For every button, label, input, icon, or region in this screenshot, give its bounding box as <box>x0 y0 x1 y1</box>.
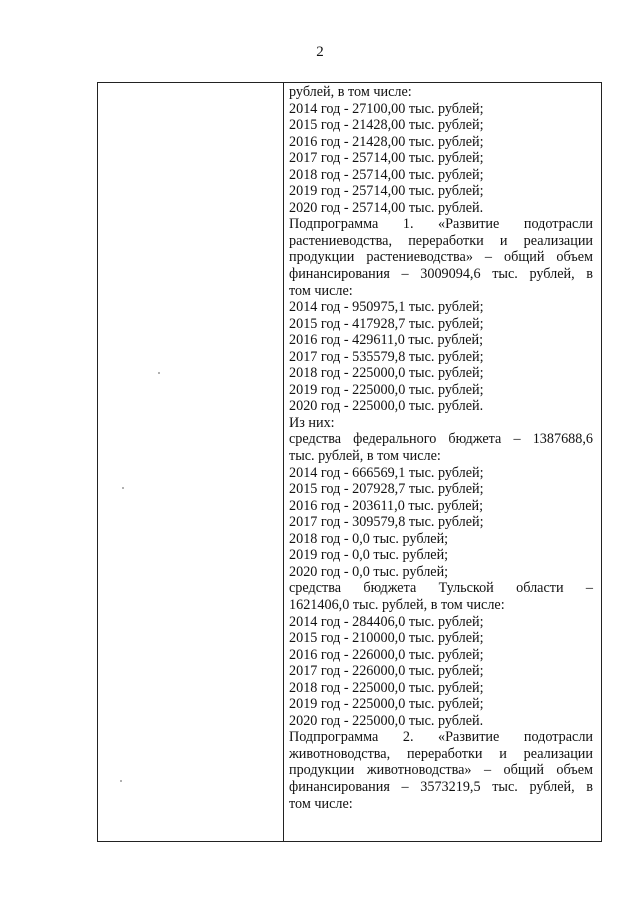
text-line: финансирования – 3573219,5 тыс. рублей, в <box>289 778 593 795</box>
table-left-column <box>98 83 284 842</box>
text-line: 2020 год - 225000,0 тыс. рублей. <box>289 398 484 415</box>
text-line: 2019 год - 225000,0 тыс. рублей; <box>289 696 484 713</box>
scan-speck <box>120 780 122 782</box>
text-line: 2019 год - 0,0 тыс. рублей; <box>289 547 449 564</box>
text-line: средства федерального бюджета – 1387688,6 <box>289 431 593 448</box>
text-line: 2020 год - 225000,0 тыс. рублей. <box>289 712 484 729</box>
table-bottom-border <box>97 841 602 842</box>
text-line: 2015 год - 207928,7 тыс. рублей; <box>289 481 484 498</box>
text-line: 2016 год - 226000,0 тыс. рублей; <box>289 646 484 663</box>
text-line: Подпрограмма 1. «Развитие подотрасли <box>289 216 593 233</box>
text-line: финансирования – 3009094,6 тыс. рублей, в <box>289 266 593 283</box>
text-line: растениеводства, переработки и реализации <box>289 232 593 249</box>
text-line: 2020 год - 0,0 тыс. рублей; <box>289 563 449 580</box>
text-line: 2019 год - 25714,00 тыс. рублей; <box>289 183 484 200</box>
text-line: том числе: <box>289 282 353 299</box>
text-line: Из них: <box>289 414 335 431</box>
program-table <box>97 82 602 842</box>
text-line: Подпрограмма 2. «Развитие подотрасли <box>289 729 593 746</box>
text-line: 1621406,0 тыс. рублей, в том числе: <box>289 596 505 613</box>
text-line: 2018 год - 0,0 тыс. рублей; <box>289 530 449 547</box>
text-line: 2014 год - 27100,00 тыс. рублей; <box>289 100 484 117</box>
page-number: 2 <box>316 44 324 60</box>
text-line: животноводства, переработки и реализации <box>289 745 593 762</box>
text-line: 2018 год - 225000,0 тыс. рублей; <box>289 679 484 696</box>
scan-speck <box>122 487 124 489</box>
text-line: 2018 год - 25714,00 тыс. рублей; <box>289 166 484 183</box>
scan-speck <box>158 372 160 374</box>
text-line: 2020 год - 25714,00 тыс. рублей. <box>289 199 484 216</box>
table-right-column <box>289 84 593 812</box>
text-line: 2015 год - 21428,00 тыс. рублей; <box>289 117 484 134</box>
text-line: 2016 год - 21428,00 тыс. рублей; <box>289 133 484 150</box>
text-line: 2017 год - 535579,8 тыс. рублей; <box>289 348 484 365</box>
text-line: средства бюджета Тульской области – <box>289 580 593 597</box>
text-line: 2019 год - 225000,0 тыс. рублей; <box>289 381 484 398</box>
text-line: 2014 год - 284406,0 тыс. рублей; <box>289 613 484 630</box>
text-line: продукции растениеводства» – общий объем <box>289 249 593 266</box>
text-line: 2015 год - 417928,7 тыс. рублей; <box>289 315 484 332</box>
text-line: 2018 год - 225000,0 тыс. рублей; <box>289 365 484 382</box>
text-line: 2014 год - 666569,1 тыс. рублей; <box>289 464 484 481</box>
text-line: рублей, в том числе: <box>289 84 412 100</box>
text-line: том числе: <box>289 795 353 812</box>
text-line: 2017 год - 226000,0 тыс. рублей; <box>289 663 484 680</box>
text-line: продукции животноводства» – общий объем <box>289 762 593 779</box>
text-line: тыс. рублей, в том числе: <box>289 448 441 465</box>
text-line: 2014 год - 950975,1 тыс. рублей; <box>289 299 484 316</box>
text-line: 2016 год - 203611,0 тыс. рублей; <box>289 497 484 514</box>
text-line: 2017 год - 309579,8 тыс. рублей; <box>289 514 484 531</box>
text-line: 2016 год - 429611,0 тыс. рублей; <box>289 332 484 349</box>
text-line: 2015 год - 210000,0 тыс. рублей; <box>289 630 484 647</box>
text-line: 2017 год - 25714,00 тыс. рублей; <box>289 150 484 167</box>
